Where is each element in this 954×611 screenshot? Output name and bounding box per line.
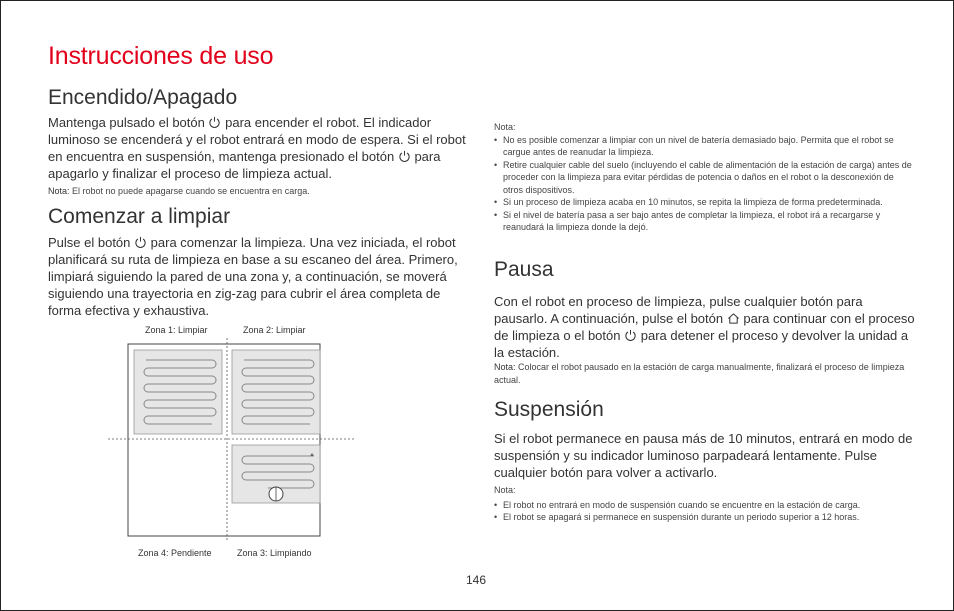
sleep-paragraph: Si el robot permanece en pausa más de 10 minutos, entrará en modo de suspensión y su indicador luminoso parpadeará lentamente. Pulse cualquier botón para volver a activarlo. <box>494 431 913 480</box>
zone4-label: Zona 4: Pendiente <box>138 548 212 558</box>
heading-pause: Pausa <box>494 258 554 281</box>
heading-start: Comenzar a limpiar <box>48 205 231 228</box>
pause-note <box>494 361 914 386</box>
zone2-label: Zona 2: Limpiar <box>243 325 306 335</box>
power-icon <box>398 150 411 163</box>
sleep-notes <box>494 484 914 524</box>
pause-text-b: para continuar con el proceso de limpieza o el botón <box>494 311 915 343</box>
power-text-b: para encender el robot. El indicador luminoso se encenderá y el robot entrará en modo de espera. Si el robot en encuentra en suspensión, mantenga presionado el botón <box>48 115 466 164</box>
notes-top-list <box>494 134 914 234</box>
power-paragraph <box>48 114 468 182</box>
start-text-b: para comenzar la limpieza. Una vez iniciada, el robot planificará su ruta de limpieza en base a su escaneo del área. Primero, limpiará siguiendo la pared de una zona y, a continuación, se moverá siguiendo una trayectoria en zig-zag para cubrir el área completa de forma efectiva y exhaustiva. <box>48 235 458 318</box>
power-icon <box>208 116 221 129</box>
note-label: Nota: <box>48 186 70 196</box>
cleaning-zones-diagram <box>108 338 354 542</box>
start-paragraph <box>48 234 468 319</box>
page-number: 146 <box>466 573 487 587</box>
note-label: Nota: <box>494 362 516 372</box>
sleep-notes-label: Nota: <box>494 485 516 495</box>
list-item: • No es posible comenzar a limpiar con un nivel de batería demasiado bajo. Permita que el robot se cargue antes de reanudar la limpieza. <box>494 134 914 159</box>
zone1-label: Zona 1: Limpiar <box>145 325 208 335</box>
list-item: • El robot se apagará si permanece en suspensión durante un periodo superior a 12 horas. <box>494 511 914 524</box>
start-text-a: Pulse el botón <box>48 235 131 250</box>
page-title: Instrucciones de uso <box>48 42 274 70</box>
note-text: Colocar el robot pausado en la estación de carga manualmente, finalizará el proceso de limpieza actual. <box>494 362 905 385</box>
pause-paragraph <box>494 293 919 361</box>
zone3-label: Zona 3: Limpiando <box>237 548 312 558</box>
power-icon <box>624 329 637 342</box>
heading-sleep: Suspensión <box>494 398 604 421</box>
pause-text-c: para detener el proceso y devolver la unidad a la estación. <box>494 328 909 360</box>
power-text-a: Mantenga pulsado el botón <box>48 115 205 130</box>
sleep-notes-list <box>494 499 914 524</box>
list-item: • Si el nivel de batería pasa a ser bajo antes de completar la limpieza, el robot irá a recargarse y reanudará la limpieza donde la dejó. <box>494 209 914 234</box>
list-item: • Si un proceso de limpieza acaba en 10 minutos, se repita la limpieza de forma predeterminada. <box>494 196 914 209</box>
power-note <box>48 185 468 198</box>
notes-top-label: Nota: <box>494 122 516 132</box>
power-text-c: para apagarlo y finalizar el proceso de limpieza actual. <box>48 149 441 181</box>
pause-text-a: Con el robot en proceso de limpieza, pulse cualquier botón para pausarlo. A continuación, pulse el botón <box>494 294 863 326</box>
heading-power: Encendido/Apagado <box>48 86 238 109</box>
home-icon <box>727 312 740 325</box>
notes-top <box>494 121 914 234</box>
list-item: • El robot no entrará en modo de suspensión cuando se encuentre en la estación de carga. <box>494 499 914 512</box>
power-icon <box>134 236 147 249</box>
note-text: El robot no puede apagarse cuando se encuentra en carga. <box>72 186 310 196</box>
list-item: • Retire cualquier cable del suelo (incluyendo el cable de alimentación de la estación de carga) antes de proceder con la limpieza para evitar pérdidas de potencia o daños en el robot o la desconexión de otros dispositivos. <box>494 159 914 197</box>
